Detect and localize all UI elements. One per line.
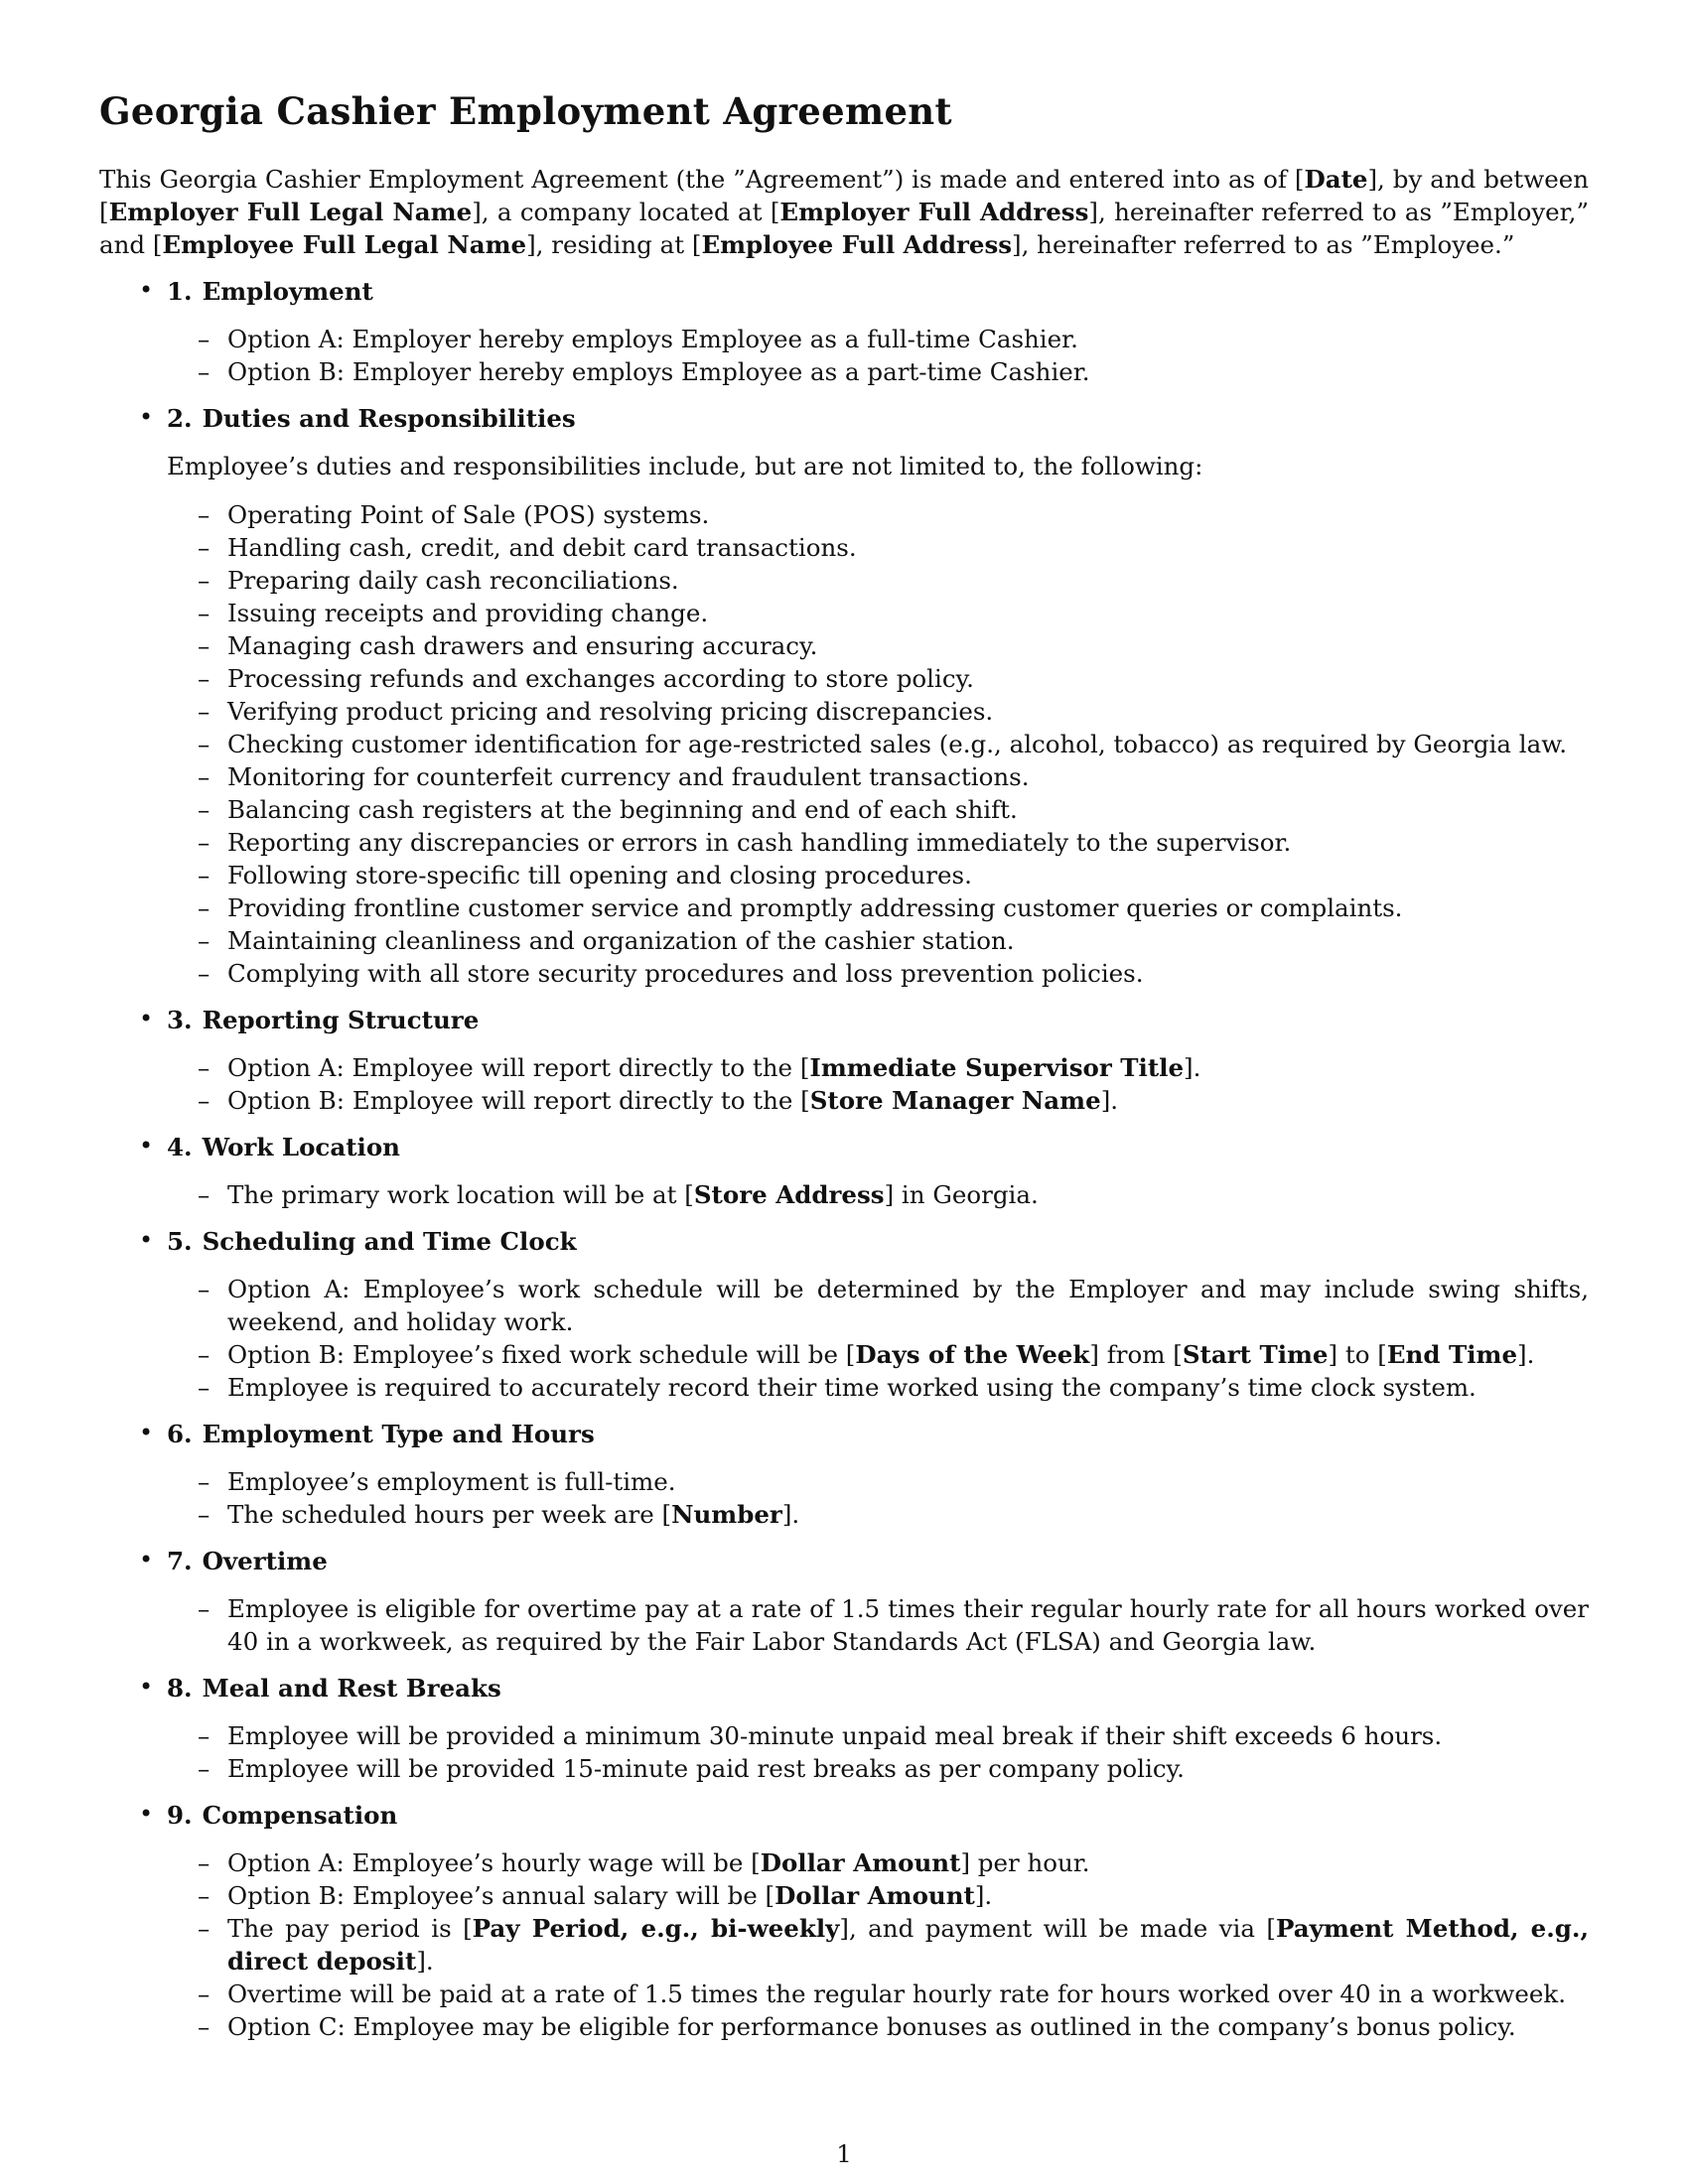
dash-icon: – (198, 357, 211, 386)
text-run: ]. (416, 1947, 434, 1976)
placeholder-field: Pay Period, e.g., bi-weekly (472, 1914, 840, 1943)
text-run: Managing cash drawers and ensuring accuracy. (227, 631, 818, 660)
section-number: 5. (167, 1227, 193, 1256)
dash-icon: – (198, 1373, 211, 1402)
text-run: ], and payment will be made via [ (839, 1914, 1276, 1943)
text-run: ]. (974, 1881, 993, 1910)
list-item (167, 498, 1589, 531)
bullet-icon: • (139, 276, 154, 304)
placeholder-field: Employer Full Address (779, 198, 1089, 226)
list-item (167, 957, 1589, 990)
section-2 (99, 402, 1589, 990)
dash-icon: – (198, 828, 211, 857)
text-run: ]. (1184, 1053, 1201, 1082)
text-run: ] per hour. (960, 1848, 1090, 1877)
text-run: Providing frontline customer service and promptly addressing customer queries or complaints. (227, 893, 1403, 922)
section-title: Compensation (202, 1801, 398, 1830)
item-list (167, 498, 1589, 990)
dash-icon: – (198, 566, 211, 595)
text-run: ], hereinafter referred to as ”Employee.” (1012, 230, 1515, 259)
text-run: Operating Point of Sale (POS) systems. (227, 500, 710, 529)
section-5 (99, 1225, 1589, 1404)
list-item (167, 1051, 1589, 1084)
text-run: Employee is required to accurately record their time worked using the company’s time clock system. (227, 1373, 1477, 1402)
dash-icon: – (198, 631, 211, 660)
text-run: [ (99, 198, 109, 226)
list-item (167, 1273, 1589, 1338)
item-list (167, 1719, 1589, 1785)
section-4 (99, 1131, 1589, 1211)
section-3 (99, 1004, 1589, 1117)
text-run: ] to [ (1328, 1340, 1387, 1369)
placeholder-field: Immediate Supervisor Title (809, 1053, 1185, 1082)
text-run: ]. (1517, 1340, 1535, 1369)
dash-icon: – (198, 1180, 211, 1209)
placeholder-field: Start Time (1182, 1340, 1329, 1369)
list-item (167, 597, 1589, 629)
list-item (167, 728, 1589, 760)
placeholder-field: Employee Full Address (701, 230, 1013, 259)
section-heading (167, 1672, 1589, 1705)
intro-paragraph (99, 163, 1589, 261)
section-7 (99, 1545, 1589, 1658)
section-heading (167, 1545, 1589, 1577)
dash-icon: – (198, 500, 211, 529)
dash-icon: – (198, 1979, 211, 2008)
list-item (167, 1465, 1589, 1498)
list-item (167, 1846, 1589, 1879)
bullet-icon: • (139, 1546, 154, 1573)
text-run: [ (770, 198, 780, 226)
list-item (167, 531, 1589, 564)
section-title: Scheduling and Time Clock (202, 1227, 577, 1256)
placeholder-field: Employee Full Legal Name (162, 230, 527, 259)
text-run: ] in Georgia. (884, 1180, 1039, 1209)
dash-icon: – (198, 893, 211, 922)
placeholder-field: Dollar Amount (774, 1881, 975, 1910)
dash-icon: – (198, 730, 211, 758)
list-item (167, 323, 1589, 355)
text-run: Maintaining cleanliness and organization of the cashier station. (227, 926, 1015, 955)
text-run: Following store-specific till opening and closing procedures. (227, 861, 972, 889)
section-number: 3. (167, 1006, 193, 1034)
item-list (167, 1273, 1589, 1404)
list-item (167, 1498, 1589, 1531)
section-6 (99, 1418, 1589, 1531)
section-number: 2. (167, 404, 193, 433)
text-run: Complying with all store security procedures and loss prevention policies. (227, 959, 1144, 988)
item-list (167, 1051, 1589, 1117)
dash-icon: – (198, 1275, 211, 1303)
list-item (167, 1338, 1589, 1371)
document-title: Georgia Cashier Employment Agreement (99, 89, 952, 133)
page-number: 1 (836, 2139, 852, 2168)
text-run: ]. (781, 1500, 800, 1529)
text-run: ], a company located at (472, 198, 771, 226)
text-run: Option A: Employee’s hourly wage will be [ (227, 1848, 761, 1877)
text-run: Employee is eligible for overtime pay at a rate of 1.5 times their regular hourly rate for all hours worked over 40 in a workweek, as required by the Fair Labor Standards Act (FLSA) and Georgia law. (227, 1594, 1589, 1656)
section-paragraph: Employee’s duties and responsibilities include, but are not limited to, the following: (167, 452, 1203, 480)
text-run: The primary work location will be at [ (227, 1180, 694, 1209)
section-number: 4. (167, 1133, 193, 1161)
text-run: Balancing cash registers at the beginning and end of each shift. (227, 795, 1018, 824)
dash-icon: – (198, 1053, 211, 1082)
item-list (167, 323, 1589, 388)
dash-icon: – (198, 861, 211, 889)
list-item (167, 859, 1589, 891)
bullet-icon: • (139, 1800, 154, 1828)
list-item (167, 2010, 1589, 2043)
text-run: Option A: Employee’s work schedule will be determined by the Employer and may include swing shifts, weekend, and holiday work. (227, 1275, 1589, 1336)
dash-icon: – (198, 1594, 211, 1623)
placeholder-field: Days of the Week (855, 1340, 1090, 1369)
item-list (167, 1465, 1589, 1531)
text-run: Verifying product pricing and resolving pricing discrepancies. (227, 697, 994, 726)
dash-icon: – (198, 1340, 211, 1369)
item-list (167, 1178, 1589, 1211)
text-run: Preparing daily cash reconciliations. (227, 566, 679, 595)
section-number: 9. (167, 1801, 193, 1830)
section-title: Meal and Rest Breaks (202, 1674, 501, 1703)
dash-icon: – (198, 959, 211, 988)
dash-icon: – (198, 2012, 211, 2041)
list-item (167, 1912, 1589, 1978)
list-item (167, 629, 1589, 662)
placeholder-field: Payment Method, e.g., direct deposit (227, 1914, 1589, 1976)
placeholder-field: Date (1304, 165, 1368, 194)
section-heading (167, 1225, 1589, 1258)
document-page (99, 89, 1589, 2057)
text-run: Processing refunds and exchanges according to store policy. (227, 664, 974, 693)
text-run: [ (152, 230, 163, 259)
placeholder-field: Employer Full Legal Name (108, 198, 473, 226)
dash-icon: – (198, 599, 211, 627)
placeholder-field: Number (671, 1500, 782, 1529)
item-list (167, 1846, 1589, 2043)
section-title: Work Location (202, 1133, 400, 1161)
section-title: Duties and Responsibilities (202, 404, 576, 433)
dash-icon: – (198, 1914, 211, 1943)
list-item (167, 1879, 1589, 1912)
list-item (167, 564, 1589, 597)
dash-icon: – (198, 926, 211, 955)
text-run: Employee’s employment is full-time. (227, 1467, 676, 1496)
placeholder-field: Dollar Amount (760, 1848, 961, 1877)
section-number: 8. (167, 1674, 193, 1703)
dash-icon: – (198, 325, 211, 353)
dash-icon: – (198, 1721, 211, 1750)
list-item (167, 355, 1589, 388)
text-run: The pay period is [ (227, 1914, 473, 1943)
text-run: ], residing at (526, 230, 692, 259)
bullet-icon: • (139, 1005, 154, 1032)
section-list (99, 275, 1589, 2043)
bullet-icon: • (139, 1673, 154, 1701)
section-title: Overtime (202, 1547, 328, 1575)
text-run: Checking customer identification for age-restricted sales (e.g., alcohol, tobacco) as required by Georgia law. (227, 730, 1568, 758)
text-run: Option B: Employee’s fixed work schedule will be [ (227, 1340, 856, 1369)
dash-icon: – (198, 533, 211, 562)
text-run: ], hereinafter referred to as ”Employer,” and (99, 198, 1589, 259)
list-item (167, 1371, 1589, 1404)
list-item (167, 1752, 1589, 1785)
list-item (167, 1978, 1589, 2010)
text-run: Option C: Employee may be eligible for performance bonuses as outlined in the company’s bonus policy. (227, 2012, 1516, 2041)
bullet-icon: • (139, 1132, 154, 1160)
dash-icon: – (198, 795, 211, 824)
section-heading (167, 275, 1589, 308)
text-run: ]. (1100, 1086, 1119, 1115)
section-title: Reporting Structure (202, 1006, 480, 1034)
dash-icon: – (198, 1881, 211, 1910)
text-run: ], by and between (1367, 165, 1589, 194)
list-item (167, 695, 1589, 728)
dash-icon: – (198, 1848, 211, 1877)
section-8 (99, 1672, 1589, 1785)
text-run: Option B: Employer hereby employs Employee as a part-time Cashier. (227, 357, 1090, 386)
dash-icon: – (198, 1500, 211, 1529)
dash-icon: – (198, 1086, 211, 1115)
list-item (167, 1084, 1589, 1117)
text-run: Issuing receipts and providing change. (227, 599, 709, 627)
section-heading (167, 1799, 1589, 1832)
text-run: Monitoring for counterfeit currency and fraudulent transactions. (227, 762, 1030, 791)
section-title: Employment (202, 277, 373, 306)
dash-icon: – (198, 1467, 211, 1496)
bullet-icon: • (139, 1419, 154, 1446)
list-item (167, 760, 1589, 793)
item-list (167, 1592, 1589, 1658)
text-run: [ (691, 230, 702, 259)
bullet-icon: • (139, 403, 154, 431)
list-item (167, 1719, 1589, 1752)
text-run: Reporting any discrepancies or errors in cash handling immediately to the supervisor. (227, 828, 1292, 857)
section-heading (167, 1418, 1589, 1450)
section-heading (167, 1004, 1589, 1036)
text-run: Option A: Employer hereby employs Employee as a full-time Cashier. (227, 325, 1078, 353)
text-run: Employee will be provided a minimum 30-minute unpaid meal break if their shift exceeds 6 hours. (227, 1721, 1443, 1750)
section-number: 7. (167, 1547, 193, 1575)
section-title: Employment Type and Hours (202, 1420, 595, 1448)
section-number: 1. (167, 277, 193, 306)
section-1 (99, 275, 1589, 388)
placeholder-field: Store Manager Name (809, 1086, 1101, 1115)
dash-icon: – (198, 697, 211, 726)
bullet-icon: • (139, 1226, 154, 1254)
dash-icon: – (198, 664, 211, 693)
text-run: Option B: Employee’s annual salary will be [ (227, 1881, 775, 1910)
text-run: Option B: Employee will report directly to the [ (227, 1086, 810, 1115)
list-item (167, 826, 1589, 859)
list-item (167, 662, 1589, 695)
text-run: ] from [ (1089, 1340, 1183, 1369)
text-run: This Georgia Cashier Employment Agreement (the ”Agreement”) is made and entered into as of (99, 165, 1295, 194)
section-heading (167, 1131, 1589, 1163)
section-number: 6. (167, 1420, 193, 1448)
text-run: Employee will be provided 15-minute paid rest breaks as per company policy. (227, 1754, 1185, 1783)
section-9 (99, 1799, 1589, 2043)
list-item (167, 891, 1589, 924)
dash-icon: – (198, 762, 211, 791)
text-run: Handling cash, credit, and debit card transactions. (227, 533, 857, 562)
list-item (167, 793, 1589, 826)
section-heading (167, 402, 1589, 435)
text-run: Overtime will be paid at a rate of 1.5 times the regular hourly rate for hours worked over 40 in a workweek. (227, 1979, 1567, 2008)
placeholder-field: Store Address (693, 1180, 885, 1209)
placeholder-field: End Time (1386, 1340, 1518, 1369)
list-item (167, 1592, 1589, 1658)
list-item (167, 924, 1589, 957)
list-item (167, 1178, 1589, 1211)
text-run: Option A: Employee will report directly to the [ (227, 1053, 810, 1082)
text-run: The scheduled hours per week are [ (227, 1500, 672, 1529)
text-run: [ (1294, 165, 1305, 194)
dash-icon: – (198, 1754, 211, 1783)
